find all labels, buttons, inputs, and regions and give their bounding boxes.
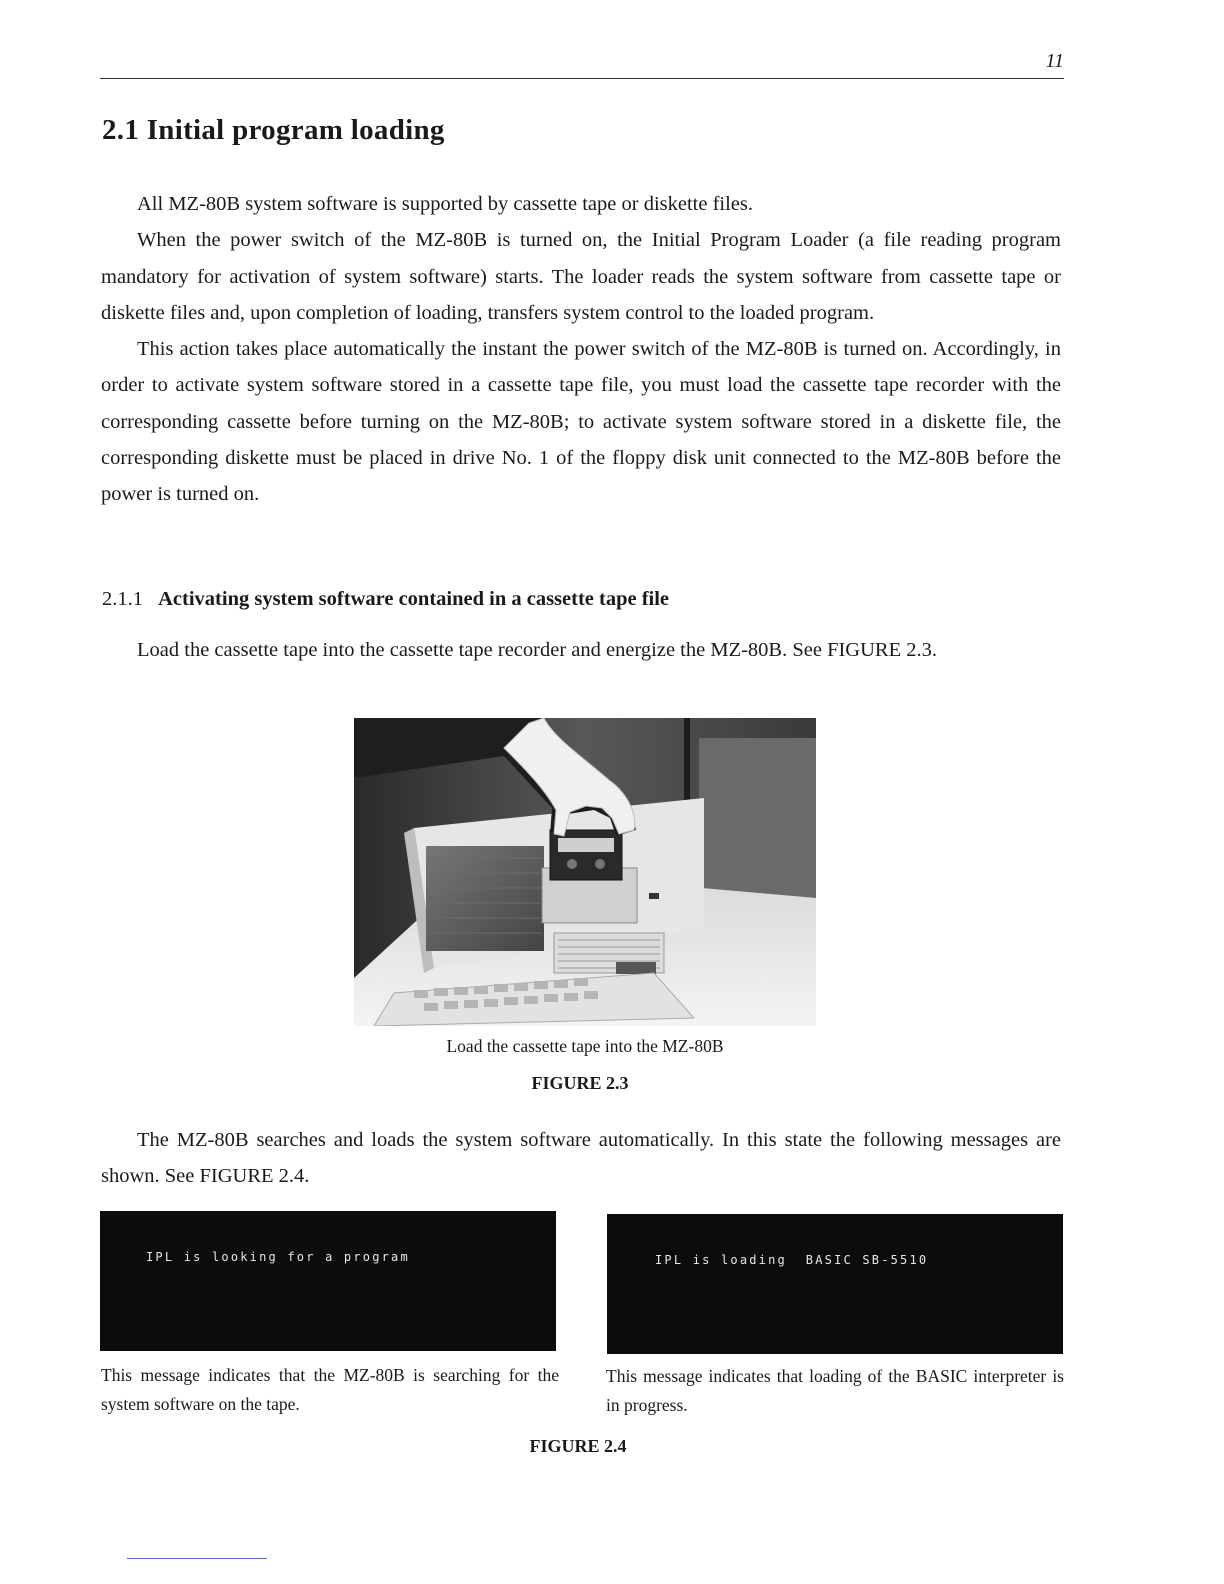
figure-2-4-label: FIGURE 2.4 (529, 1436, 627, 1456)
intro-paragraph-3: This action takes place automatically the instant the power switch of the MZ-80B is turned on. Accordingly, in order to activate system software stored in a cassette tape file, you must load the cassette tape recorder with the corresponding cassette before turning on the MZ-80B; to activate system software stored in a diskette file, the corresponding diskette must be placed in drive No. 1 of the floppy disk unit connected to the MZ-80B before the power is turned on. (101, 338, 1061, 506)
search-text (101, 1122, 1061, 1195)
footnote-rule (127, 1558, 267, 1559)
subsection-number: 2.1.1 (102, 588, 143, 610)
load-text (101, 632, 1061, 668)
load-paragraph: Load the cassette tape into the cassette tape recorder and energize the MZ-80B. See FIGURE 2.3. (137, 639, 937, 661)
intro-text (101, 186, 1061, 513)
intro-paragraph-2: When the power switch of the MZ-80B is turned on, the Initial Program Loader (a file reading program mandatory for activation of system software) starts. The loader reads the system software from cassette tape or diskette files and, upon completion of loading, transfers system control to the loaded program. (101, 229, 1061, 324)
figure-2-4-right-caption: This message indicates that loading of the BASIC interpreter is in progress. (606, 1366, 1064, 1415)
figure-2-3-label: FIGURE 2.3 (531, 1073, 629, 1093)
page-number: 11 (1045, 50, 1064, 72)
screen-looking-for-program (100, 1211, 556, 1351)
header-rule (100, 78, 1064, 79)
screen-message-right: IPL is loading BASIC SB-5510 (655, 1253, 929, 1267)
screen-loading-basic (607, 1214, 1063, 1354)
figure-2-4-left-caption: This message indicates that the MZ-80B is searching for the system software on the tape. (101, 1365, 559, 1414)
subsection-title (102, 588, 669, 611)
search-paragraph: The MZ-80B searches and loads the system software automatically. In this state the following messages are shown. See FIGURE 2.4. (101, 1129, 1061, 1188)
section-title: 2.1 Initial program loading (102, 114, 445, 146)
intro-paragraph-1: All MZ-80B system software is supported by cassette tape or diskette files. (137, 193, 754, 215)
figure-2-3-caption: Load the cassette tape into the MZ-80B (446, 1036, 724, 1056)
cassette-loading-photo (354, 718, 816, 1026)
subsection-heading: Activating system software contained in a cassette tape file (158, 588, 670, 610)
screen-message-left: IPL is looking for a program (146, 1250, 410, 1264)
